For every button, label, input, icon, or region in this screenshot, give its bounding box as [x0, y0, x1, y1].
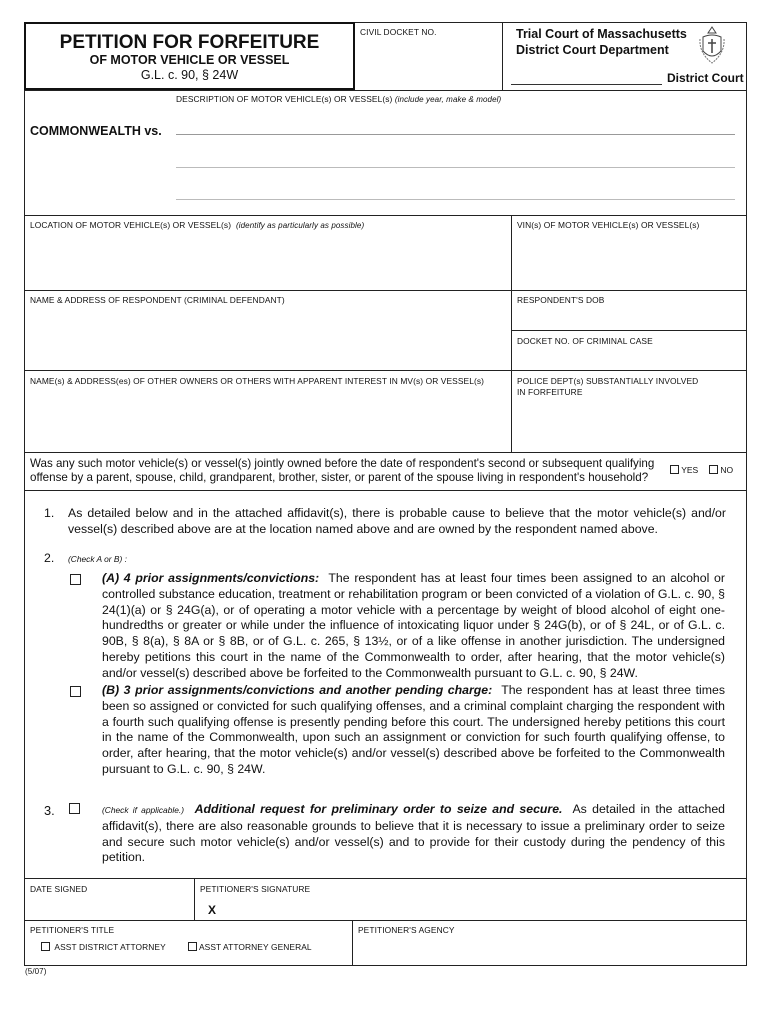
form-title: PETITION FOR FORFEITURE — [59, 32, 320, 53]
item-3-hint: (Check if applicable.) — [102, 805, 185, 815]
yes-checkbox[interactable]: YES — [670, 465, 698, 475]
signature-label: PETITIONER'S SIGNATURE — [200, 884, 311, 894]
option-a-title: (A) 4 prior assignments/convictions: — [102, 571, 320, 585]
dob-label: RESPONDENT'S DOB — [517, 295, 605, 305]
petitioner-agency-label: PETITIONER'S AGENCY — [358, 925, 455, 935]
vin-input[interactable] — [514, 232, 742, 287]
asst-attorney-general-checkbox[interactable]: ASST ATTORNEY GENERAL — [188, 942, 312, 952]
item-3-title: Additional request for preliminary order to seize and secure. — [194, 802, 563, 816]
commonwealth-label: COMMONWEALTH vs. — [30, 124, 162, 138]
court-name: Trial Court of Massachusetts — [516, 27, 687, 41]
police-label: POLICE DEPT(s) SUBSTANTIALLY INVOLVED IN FORFEITURE — [517, 376, 699, 397]
option-b-text: (B) 3 prior assignments/convictions and another pending charge: The respondent has at least three times been so assigned or convicted for such qualifying offenses, and a criminal complaint charging the respondent with a fourth such qualifying offense is presently pending before this court. The undersigned hereby petitions this court in the name of the Commonwealth, upon such an assignment or conviction for such fourth qualifying offense, to order, after hearing, that the motor vehicle(s) and/or vessel(s) described above be forfeited to the Commonwealth pursuant to G.L. c. 90, § 24W. — [102, 683, 725, 776]
item-2-number: 2. — [44, 551, 55, 565]
location-label: LOCATION OF MOTOR VEHICLE(s) OR VESSEL(s) (identify as particularly as possible) — [30, 220, 365, 230]
massachusetts-seal-icon — [697, 25, 727, 65]
vin-label: VIN(s) OF MOTOR VEHICLE(s) OR VESSEL(s) — [517, 220, 700, 230]
other-owners-input[interactable] — [27, 390, 507, 448]
item-1-text: As detailed below and in the attached affidavit(s), there is probable cause to believe that the motor vehicle(s) and/or vessel(s) described above are at the location named above and are owned by the respondent named above. — [68, 506, 726, 536]
district-court-name-line[interactable] — [511, 84, 662, 85]
location-input[interactable] — [27, 232, 507, 287]
statute: G.L. c. 90, § 24W — [140, 68, 239, 82]
no-checkbox[interactable]: NO — [709, 465, 733, 475]
option-b-title: (B) 3 prior assignments/convictions and another pending charge: — [102, 683, 493, 697]
option-b-checkbox[interactable] — [70, 686, 81, 697]
criminal-docket-label: DOCKET NO. OF CRIMINAL CASE — [517, 336, 653, 346]
police-input[interactable] — [514, 400, 742, 448]
item-3-number: 3. — [44, 803, 55, 818]
option-a-checkbox[interactable] — [70, 574, 81, 585]
item-3-text: (Check if applicable.) Additional request for preliminary order to seize and secure. As detailed in the attached affidavit(s), there are also reasonable grounds to believe that it is necessary to issue a preliminary order to seize and secure such motor vehicle(s) and/or vessel(s) and to provide for their custody during the pendency of this petition. — [102, 802, 725, 865]
description-line-2[interactable] — [176, 167, 735, 168]
respondent-input[interactable] — [27, 307, 507, 367]
checkbox-icon — [709, 465, 718, 474]
respondent-label: NAME & ADDRESS OF RESPONDENT (CRIMINAL DEFENDANT) — [30, 295, 285, 305]
description-label: DESCRIPTION OF MOTOR VEHICLE(s) OR VESSEL(s) (include year, make & model) — [176, 94, 502, 104]
description-line-1[interactable] — [176, 134, 735, 135]
criminal-docket-input[interactable] — [514, 348, 742, 368]
option-a-text: (A) 4 prior assignments/convictions: The respondent has at least four times been assigned to an alcohol or controlled substance education, treatment or rehabilitation program or been convicted of a violation of G.L. c. 90, § 24(1)(a) or § 24G(a), or of operating a motor vehicle with a percentage by weight of blood alcohol of eight one-hundredths or greater or while under the influence of intoxicating liquor under § 24G(b), or of § 24L, or of G.L. c. 90B, § 8(a), § 8A or § 8B, or of G.L. c. 265, § 13½, or of a like offense in another jurisdiction. The undersigned hereby petitions this court in the name of the Commonwealth to order, after hearing, that the motor vehicle(s) and/or vessel(s) described above be forfeited to the Commonwealth pursuant to G.L. c. 90, § 24W. — [102, 571, 725, 680]
description-line-3[interactable] — [176, 199, 735, 200]
asst-district-attorney-checkbox[interactable]: ASST DISTRICT ATTORNEY — [41, 942, 166, 952]
dob-input[interactable] — [514, 307, 742, 327]
checkbox-icon — [41, 942, 50, 951]
date-signed-input[interactable] — [27, 896, 190, 916]
item-2-hint: (Check A or B) : — [68, 554, 127, 564]
checkbox-icon — [188, 942, 197, 951]
item-1-number: 1. — [44, 506, 55, 520]
other-owners-label: NAME(s) & ADDRESS(es) OF OTHER OWNERS OR OTHERS WITH APPARENT INTEREST IN MV(s) OR VESSEL(s) — [30, 376, 485, 386]
petitioner-title-label: PETITIONER'S TITLE — [30, 925, 115, 935]
signature-input[interactable] — [222, 896, 742, 916]
petitioner-agency-input[interactable] — [355, 937, 742, 962]
district-court-label: District Court — [667, 71, 744, 85]
civil-docket-input[interactable] — [358, 40, 498, 86]
revision-date: (5/07) — [25, 967, 47, 976]
signature-x: X — [208, 903, 217, 917]
court-department: District Court Department — [516, 43, 669, 57]
item-3-checkbox[interactable] — [69, 803, 80, 814]
civil-docket-label: CIVIL DOCKET NO. — [360, 27, 437, 37]
joint-ownership-question: Was any such motor vehicle(s) or vessel(s) jointly owned before the date of respondent's second or subsequent qualifying offense by a parent, spouse, child, grandparent, brother, sister, or parent of the spouse living in respondent's household? — [30, 457, 655, 484]
date-signed-label: DATE SIGNED — [30, 884, 88, 894]
checkbox-icon — [670, 465, 679, 474]
form-subtitle: OF MOTOR VEHICLE OR VESSEL — [89, 53, 290, 67]
